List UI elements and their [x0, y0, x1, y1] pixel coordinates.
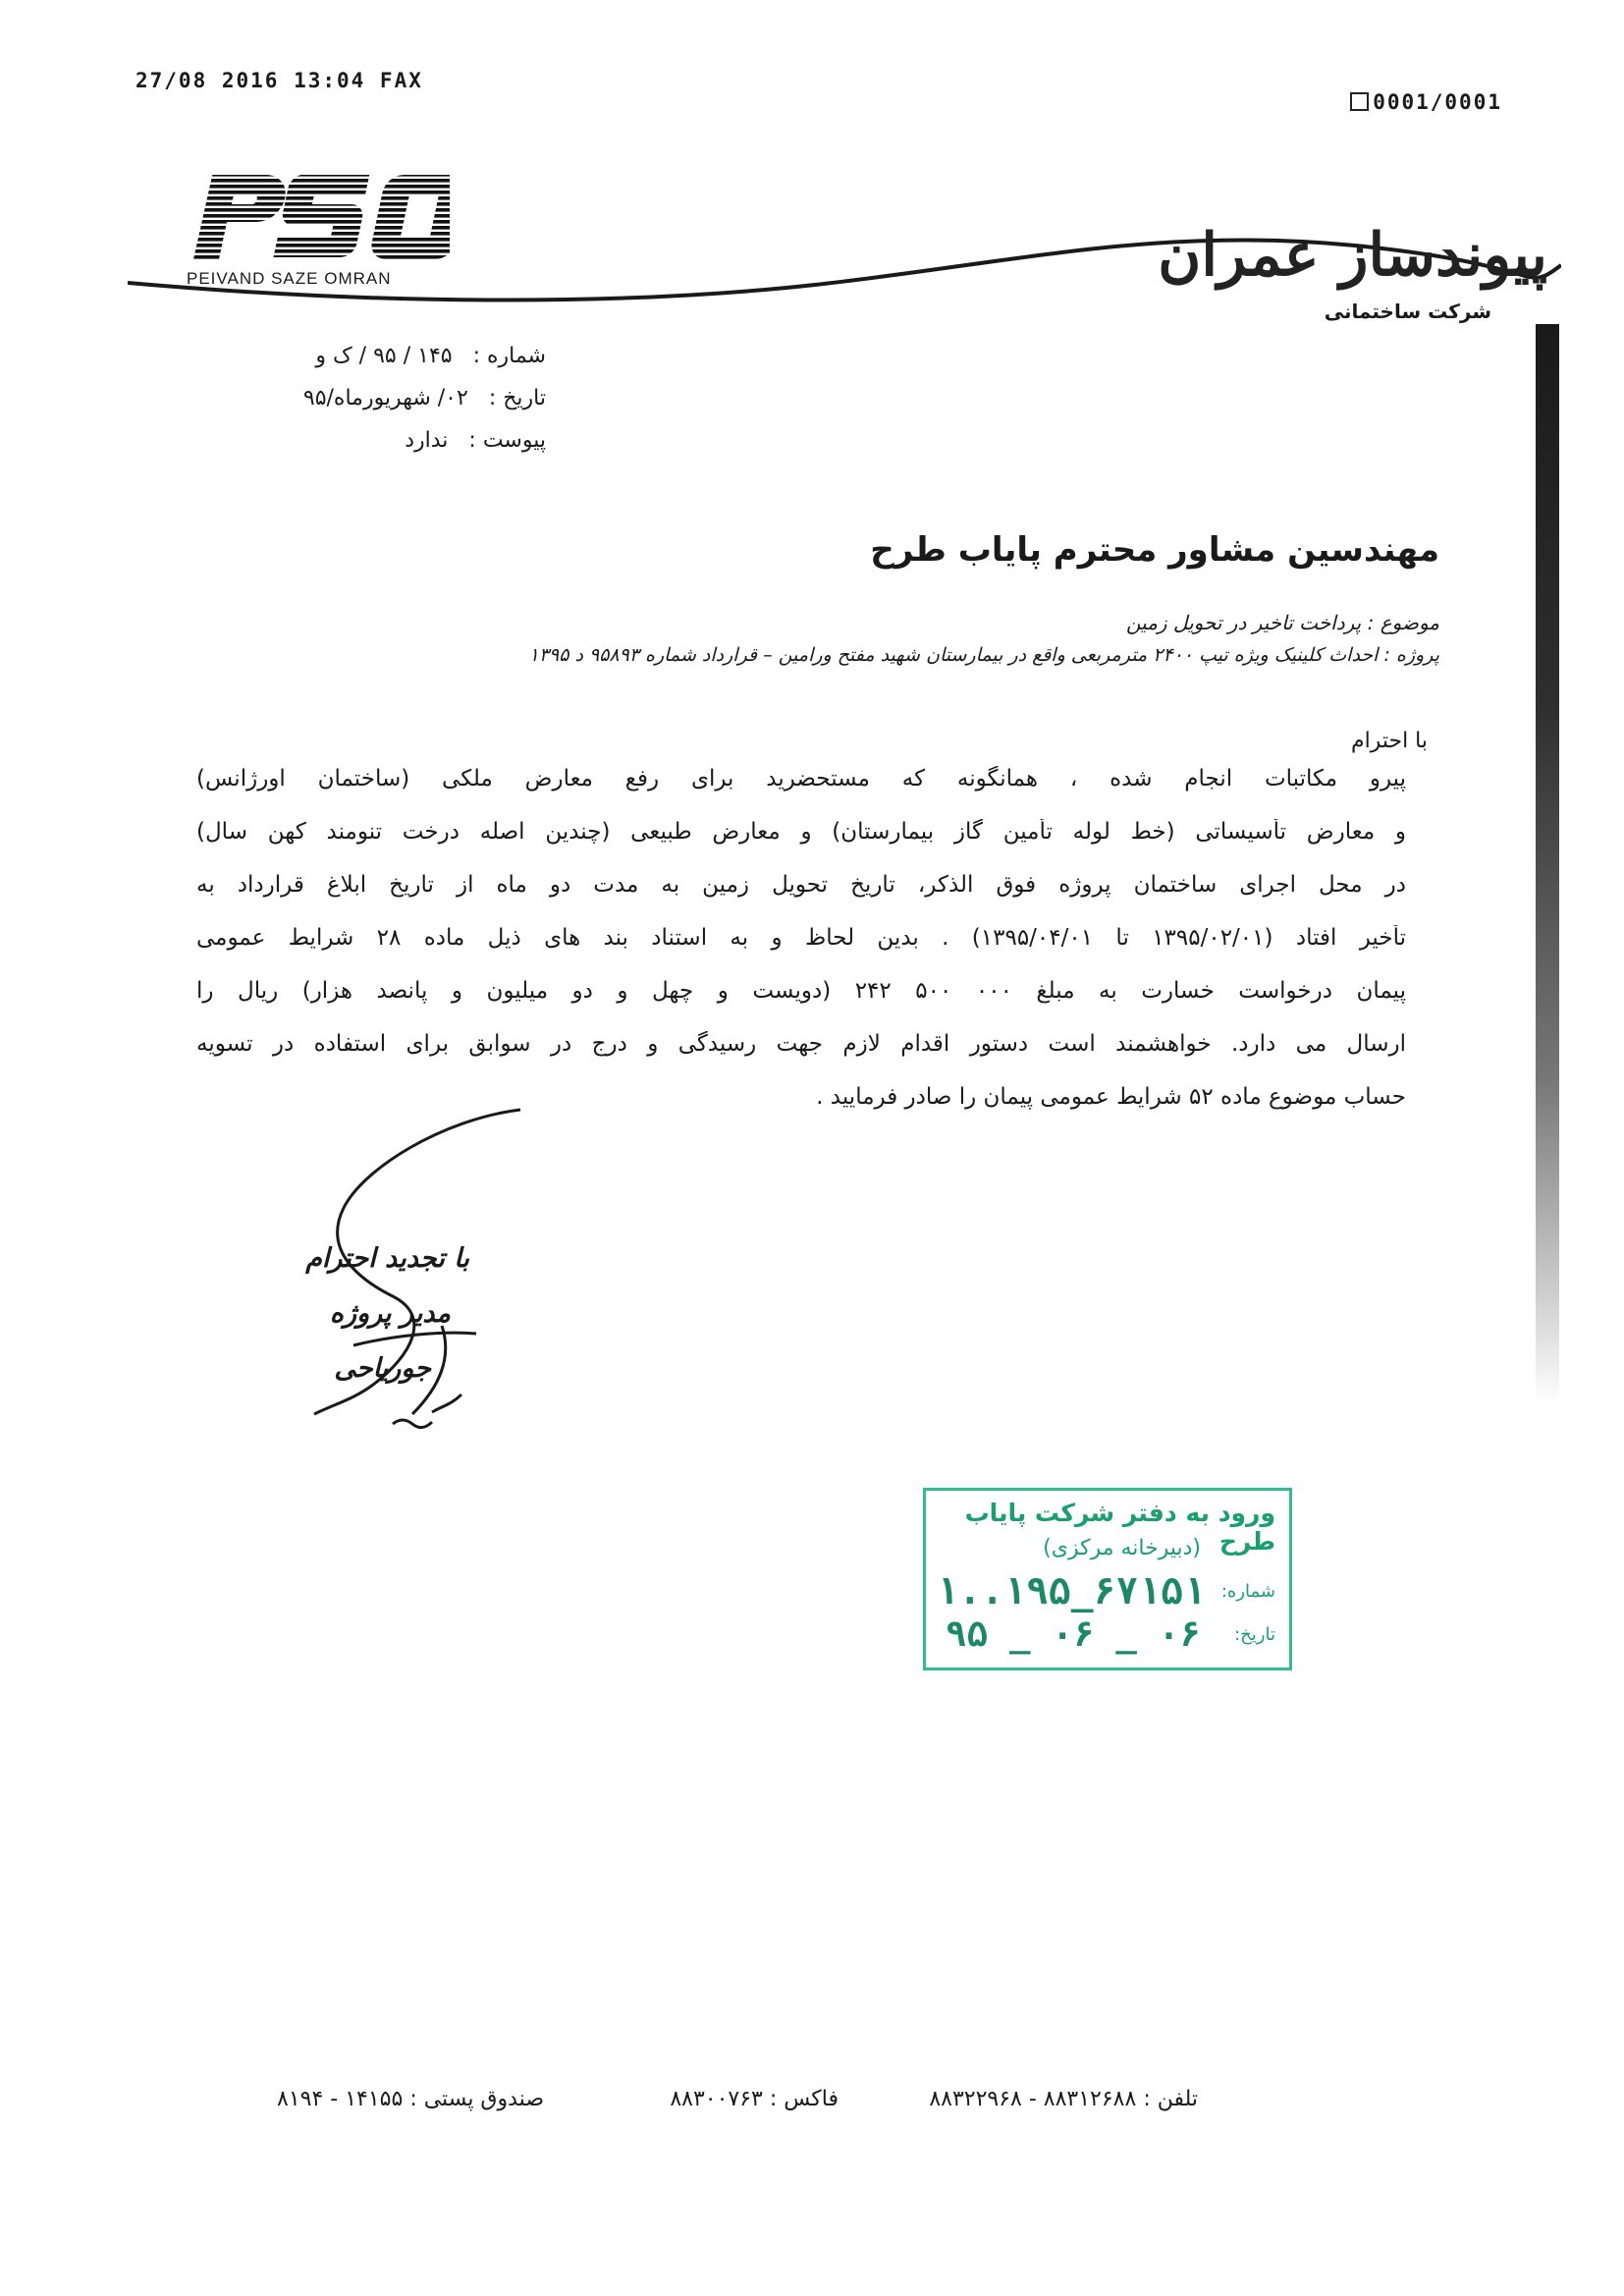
received-stamp [923, 1488, 1292, 1670]
stamp-number-label: شماره: [1220, 1581, 1275, 1602]
signature-name: جوریاحی [334, 1353, 431, 1384]
stamp-subtitle: (دبیرخانه مرکزی) [1043, 1536, 1201, 1560]
letter-body-line: ارسال می دارد. خواهشمند است دستور اقدام لازم جهت رسیدگی و درج در سوابق برای استفاده در تسویه [196, 1031, 1406, 1057]
letter-body-line: پیرو مکاتبات انجام شده ، همانگونه که مستحضرید برای رفع معارض ملکی (ساختمان اورژانس) [196, 766, 1406, 792]
footer-phone-label: تلفن : [1143, 2087, 1198, 2111]
decorative-side-bar [1536, 324, 1559, 1404]
footer-pobox-value: ۱۴۱۵۵ - ۸۱۹۴ [277, 2087, 404, 2111]
letter-body-line: حساب موضوع ماده ۵۲ شرایط عمومی پیمان را صادر فرمایید . [816, 1084, 1406, 1110]
reference-attachment-value: ندارد [405, 428, 449, 453]
letter-body-line: در محل اجرای ساختمان پروژه فوق الذکر، تاریخ تحویل زمین به مدت دو ماه از تاریخ ابلاغ قرارداد به [196, 872, 1406, 898]
reference-attachment-label: پیوست : [468, 428, 546, 453]
footer-fax [670, 2087, 839, 2111]
letter-body-line: و معارض تأسیساتی (خط لوله تأمین گاز بیمارستان) و معارض طبیعی (چندین اصله درخت تنومند کهن سال) [196, 819, 1406, 845]
project-line: پروژه : احداث کلینیک ویژه تیپ ۲۴۰۰ مترمربعی واقع در بیمارستان شهید مفتح ورامین – قرارداد شماره ۹۵۸۹۳ د ۱۳۹۵ [528, 644, 1439, 666]
recipient: مهندسین مشاور محترم پایاب طرح [870, 530, 1439, 570]
footer-phone-value: ۸۸۳۱۲۶۸۸ - ۸۸۳۲۲۹۶۸ [929, 2087, 1137, 2111]
reference-number-row [315, 344, 546, 368]
footer-fax-label: فاکس : [769, 2087, 839, 2111]
checkbox-icon [1350, 92, 1369, 111]
letter-body-line: پیمان درخواست خسارت به مبلغ ۰۰۰ ۵۰۰ ۲۴۲ (دویست و چهل و دو میلیون و پانصد هزار) ریال را [196, 978, 1406, 1004]
company-subtitle: شرکت ساختمانی [1324, 300, 1491, 323]
signature-closing: با تجدید احترام [305, 1243, 469, 1274]
footer-phone [929, 2087, 1198, 2111]
reference-number-label: شماره : [472, 344, 546, 368]
footer-fax-value: ۸۸۳۰۰۷۶۳ [670, 2087, 763, 2111]
reference-date-row [303, 386, 546, 410]
reference-date-value: ۰۲/ شهریورماه/۹۵ [302, 386, 468, 410]
stamp-title: ورود به دفتر شرکت پایاب طرح [964, 1499, 1275, 1556]
reference-date-label: تاریخ : [488, 386, 546, 410]
subject-line: موضوع : پرداخت تاخیر در تحویل زمین [1125, 611, 1439, 634]
letter-body-line: تأخیر افتاد (۱۳۹۵/۰۲/۰۱ تا ۱۳۹۵/۰۴/۰۱) . بدین لحاظ و به استناد بند های ذیل ماده ۲۸ شرایط عمومی [196, 925, 1406, 951]
footer-pobox [277, 2087, 544, 2111]
stamp-number: ۱..۱۹۵_۶۷۱۵۱ [936, 1569, 1206, 1613]
fax-header: 27/08 2016 13:04 FAX [135, 69, 423, 92]
signature-title: مدیر پروژه [329, 1298, 451, 1329]
fax-page-count [1350, 90, 1502, 114]
footer-pobox-label: صندوق پستی : [409, 2087, 544, 2111]
reference-attachment-row [405, 428, 546, 453]
handwritten-signature [295, 1100, 550, 1473]
stamp-date-label: تاریخ: [1234, 1624, 1275, 1645]
greeting: با احترام [1350, 729, 1428, 753]
reference-number-value: ۱۴۵ / ۹۵ / ک و [315, 344, 453, 368]
stamp-date: ۹۵ _ ۰۶ _ ۰۶ [945, 1614, 1201, 1655]
page-count-text: 0001/0001 [1373, 90, 1502, 114]
logo-caption: PEIVAND SAZE OMRAN [187, 269, 392, 288]
company-name: پیوندساز عمران [1158, 221, 1547, 290]
